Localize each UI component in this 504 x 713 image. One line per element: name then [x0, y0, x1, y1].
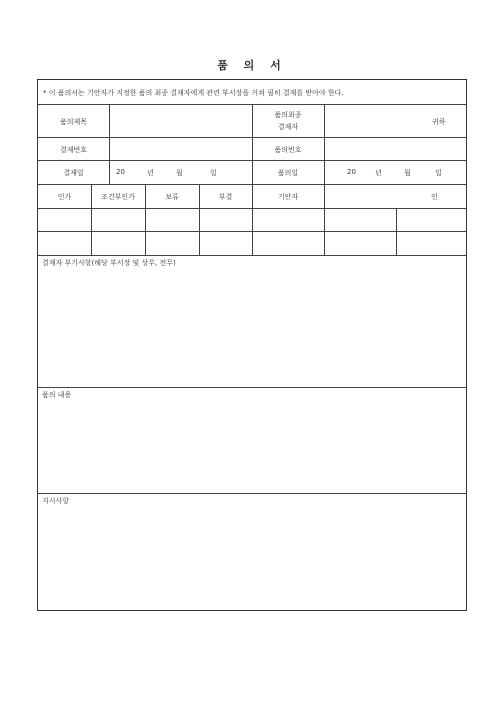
notice-text: * 이 품의서는 기안자가 지정한 품의 최종 결재자에게 관련 부서장을 거쳐 필히 결재를 받아야 한다. — [43, 89, 344, 97]
proposal-form — [37, 79, 467, 611]
subject-label: 품의제목 — [59, 118, 88, 126]
approval-date-label: 결재일 — [63, 169, 84, 177]
col-divider — [324, 184, 325, 255]
drafter-label: 기안자 — [277, 193, 299, 201]
proposal-date-label: 품의일 — [277, 169, 299, 177]
col-divider — [109, 104, 110, 184]
pending-label: 보류 — [165, 193, 179, 201]
proposal-date-prefix: 20 — [347, 168, 356, 176]
approval-date-year: 년 — [147, 169, 154, 177]
row-divider — [38, 387, 466, 388]
proposal-date-day: 일 — [435, 169, 442, 177]
approval-date-day: 일 — [210, 169, 217, 177]
remarks-section-label: 결재자 부기사항(해당 부서장 및 상무, 전무) — [42, 259, 176, 267]
row-divider — [38, 493, 466, 494]
content-section-label: 품의 내용 — [42, 391, 72, 399]
seal-label: 인 — [431, 193, 438, 201]
conditional-approval-label: 조건부인가 — [101, 193, 135, 201]
col-divider — [396, 208, 397, 255]
final-approver-label-2: 결재자 — [277, 123, 299, 131]
proposal-date-month: 월 — [404, 169, 411, 177]
row-divider — [38, 255, 466, 256]
proposal-number-label: 품의번호 — [274, 146, 302, 154]
approval-date-prefix: 20 — [116, 168, 125, 176]
col-divider — [324, 104, 325, 184]
honorific-text: 귀하 — [432, 118, 446, 126]
instructions-section-label: 지시사항 — [42, 497, 70, 505]
final-approver-label: 품의최종 — [274, 111, 302, 119]
approval-date-month: 월 — [176, 169, 183, 177]
proposal-date-year: 년 — [375, 169, 382, 177]
approved-label: 인가 — [57, 193, 72, 201]
document-title: 품 의 서 — [217, 59, 287, 72]
approval-number-label: 결재번호 — [59, 146, 88, 154]
rejected-label: 부결 — [218, 193, 233, 201]
